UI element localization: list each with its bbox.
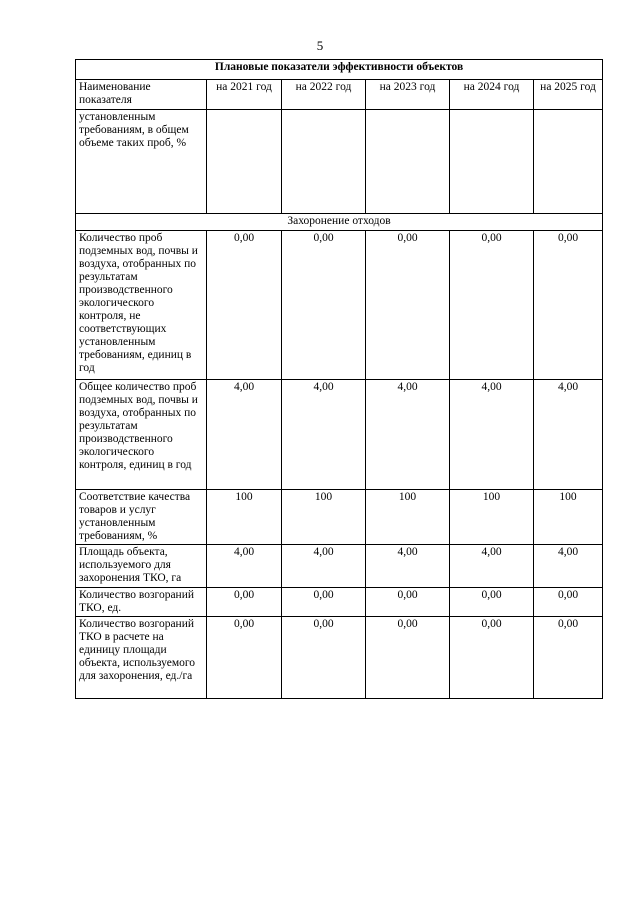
row-value: 0,00 — [207, 617, 282, 699]
row-value: 100 — [450, 490, 534, 545]
row-name: Количество проб подземных вод, почвы и воздуха, отобранных по результатам производственного экологического контроля, не соответствующих установленным требованиям, единиц в год — [76, 231, 207, 380]
row-value: 4,00 — [366, 545, 450, 588]
row-value: 0,00 — [534, 617, 603, 699]
section-header-row — [76, 214, 603, 231]
row-value: 4,00 — [534, 545, 603, 588]
row-value: 0,00 — [366, 231, 450, 380]
page-number: 5 — [316, 38, 324, 53]
row-value: 0,00 — [450, 231, 534, 380]
header-name-column: Наименование показателя — [76, 80, 207, 110]
section-title: Захоронение отходов — [76, 214, 603, 231]
row-value: 0,00 — [282, 617, 366, 699]
row-value: 0,00 — [282, 588, 366, 617]
row-value: 100 — [366, 490, 450, 545]
row-value: 0,00 — [366, 588, 450, 617]
row-value: 0,00 — [207, 231, 282, 380]
table-row — [76, 588, 603, 617]
table-row — [76, 110, 603, 214]
row-value — [207, 110, 282, 214]
row-value: 0,00 — [534, 588, 603, 617]
row-name: Общее количество проб подземных вод, почвы и воздуха, отобранных по результатам производственного экологического контроля, единиц в год — [76, 380, 207, 490]
performance-indicators-table — [75, 59, 603, 699]
row-value: 100 — [207, 490, 282, 545]
table-row — [76, 380, 603, 490]
header-year-2023: на 2023 год — [366, 80, 450, 110]
row-value — [366, 110, 450, 214]
row-value: 4,00 — [534, 380, 603, 490]
table-title-row — [76, 60, 603, 80]
row-name: Количество возгораний ТКО, ед. — [76, 588, 207, 617]
table-row — [76, 545, 603, 588]
row-value: 0,00 — [450, 588, 534, 617]
header-year-2025: на 2025 год — [534, 80, 603, 110]
header-year-2022: на 2022 год — [282, 80, 366, 110]
row-value: 4,00 — [207, 380, 282, 490]
row-value: 0,00 — [207, 588, 282, 617]
row-value — [282, 110, 366, 214]
row-value — [534, 110, 603, 214]
row-value: 0,00 — [534, 231, 603, 380]
row-value — [450, 110, 534, 214]
row-value: 4,00 — [282, 380, 366, 490]
table-row — [76, 231, 603, 380]
row-name: Площадь объекта, используемого для захоронения ТКО, га — [76, 545, 207, 588]
header-year-2024: на 2024 год — [450, 80, 534, 110]
table-title: Плановые показатели эффективности объектов — [76, 60, 603, 80]
row-value: 4,00 — [450, 380, 534, 490]
row-value: 4,00 — [207, 545, 282, 588]
row-name: Соответствие качества товаров и услуг установленным требованиям, % — [76, 490, 207, 545]
table-row — [76, 490, 603, 545]
table-header-row — [76, 80, 603, 110]
row-value: 4,00 — [366, 380, 450, 490]
row-value: 0,00 — [282, 231, 366, 380]
row-value: 4,00 — [450, 545, 534, 588]
row-value: 100 — [534, 490, 603, 545]
row-value: 0,00 — [450, 617, 534, 699]
row-value: 4,00 — [282, 545, 366, 588]
table-row — [76, 617, 603, 699]
row-value: 100 — [282, 490, 366, 545]
header-year-2021: на 2021 год — [207, 80, 282, 110]
row-value: 0,00 — [366, 617, 450, 699]
row-name: установленным требованиям, в общем объеме таких проб, % — [76, 110, 207, 214]
row-name: Количество возгораний ТКО в расчете на единицу площади объекта, используемого для захоронения, ед./га — [76, 617, 207, 699]
